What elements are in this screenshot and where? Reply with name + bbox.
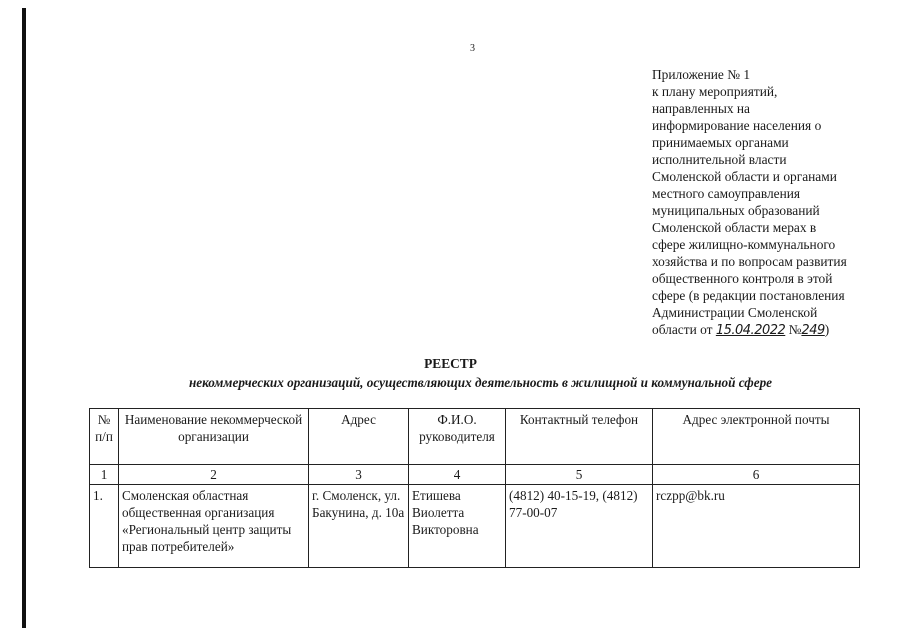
appendix-line: местного самоуправления — [652, 186, 801, 201]
organization-phone: (4812) 40-15-19, (4812) 77-00-07 — [506, 485, 653, 568]
handwritten-date: 15.04.2022 — [715, 323, 786, 338]
appendix-line: Смоленской области и органами — [652, 169, 837, 184]
appendix-line: к плану мероприятий, — [652, 84, 778, 99]
header-cell: Адрес электронной почты — [653, 409, 860, 465]
header-cell: Адрес — [309, 409, 409, 465]
column-number-row — [90, 465, 860, 485]
organization-address: г. Смоленск, ул. Бакунина, д. 10а — [309, 485, 409, 568]
column-number: 2 — [119, 465, 309, 485]
appendix-line: Администрации Смоленской — [652, 305, 818, 320]
appendix-line: общественного контроля в этой — [652, 271, 833, 286]
header-cell: № п/п — [90, 409, 119, 465]
appendix-line: муниципальных образований — [652, 203, 820, 218]
document-subtitle: некоммерческих организаций, осуществляющих деятельность в жилищной и коммунальной сфере — [188, 375, 773, 390]
header-row — [90, 409, 860, 465]
column-number: 5 — [506, 465, 653, 485]
appendix-line: Смоленской области мерах в — [652, 220, 817, 235]
column-number: 3 — [309, 465, 409, 485]
appendix-line: сфере (в редакции постановления — [652, 288, 845, 303]
page-number: 3 — [470, 43, 475, 54]
document-title: РЕЕСТР — [424, 356, 477, 371]
appendix-line: направленных на — [652, 101, 750, 116]
appendix-line: сфере жилищно-коммунального — [652, 237, 836, 252]
appendix-last-line — [652, 321, 892, 339]
column-number: 1 — [90, 465, 119, 485]
header-cell: Ф.И.О. руководителя — [409, 409, 506, 465]
organization-name: Смоленская областная общественная организация «Региональный центр защиты прав потребителей» — [119, 485, 309, 568]
appendix-line: принимаемых органами — [652, 135, 789, 150]
appendix-line: Приложение № 1 — [652, 67, 751, 82]
appendix-date-prefix: области от — [652, 322, 713, 337]
header-cell: Контактный телефон — [506, 409, 653, 465]
row-number: 1. — [90, 485, 119, 568]
number-sign: № — [788, 322, 802, 337]
column-number: 6 — [653, 465, 860, 485]
table-row — [90, 485, 860, 568]
appendix-line: информирование населения о — [652, 118, 822, 133]
organization-head: Етишева Виолетта Викторовна — [409, 485, 506, 568]
handwritten-number: 249 — [801, 323, 825, 338]
organization-email: rczpp@bk.ru — [653, 485, 860, 568]
closing-paren: ) — [824, 322, 830, 337]
appendix-line: исполнительной власти — [652, 152, 787, 167]
header-cell: Наименование некоммерческой организации — [119, 409, 309, 465]
column-number: 4 — [409, 465, 506, 485]
appendix-note — [652, 66, 892, 339]
scan-border-line — [22, 8, 26, 628]
appendix-line: хозяйства и по вопросам развития — [652, 254, 847, 269]
registry-table — [89, 408, 860, 568]
